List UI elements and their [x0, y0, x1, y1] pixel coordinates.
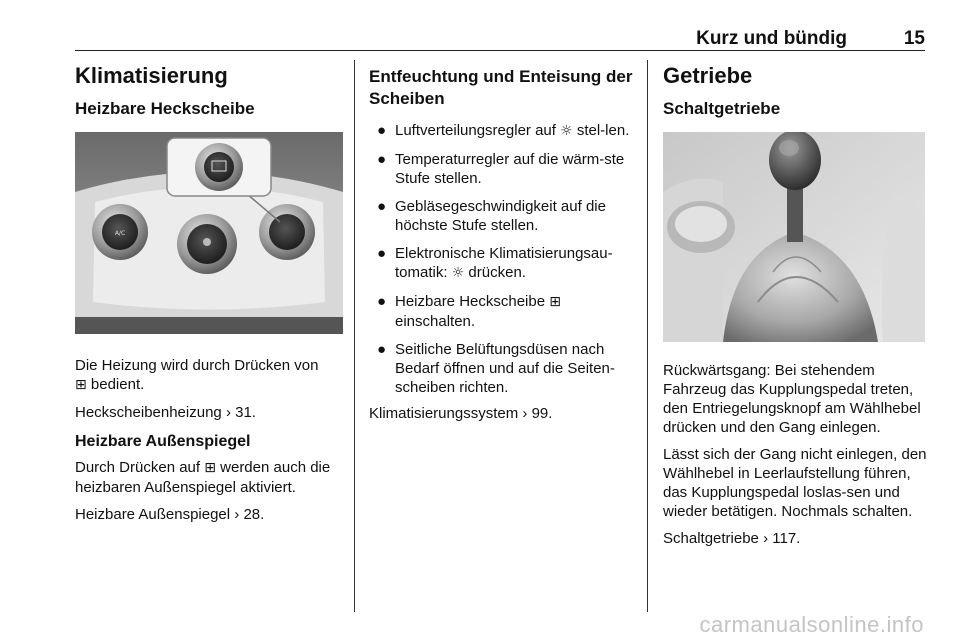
ref-schaltgetriebe: Schaltgetriebe › 117.: [663, 530, 801, 547]
section-title-klimatisierung: Klimatisierung: [75, 63, 228, 88]
rear-window-heating-icon: ⊞: [204, 460, 216, 476]
subheading-entfeuchtung: Entfeuchtung und Enteisung der Scheiben: [369, 67, 633, 108]
list-item: ● Temperaturregler auf die wärm-ste Stufe stellen.: [377, 151, 625, 187]
ref-klimatisierungssystem: Klimatisierungssystem › 99.: [369, 405, 553, 422]
paragraph-aussenspiegel: Durch Drücken auf ⊞ werden auch die heizbaren Außenspiegel aktiviert.: [75, 459, 331, 496]
column-divider-1: [354, 60, 355, 612]
page-ref-arrow-icon: ›: [225, 404, 231, 421]
column-divider-2: [647, 60, 648, 612]
list-item: ● Heizbare Heckscheibe ⊞ einschalten.: [377, 293, 561, 330]
list-item: ● Luftverteilungsregler auf ☼ stel-len.: [377, 122, 630, 139]
paragraph-rueckwaertsgang: Rückwärtsgang: Bei stehendem Fahrzeug das Kupplungspedal treten, den Entriegelungsknopf am Wählhebel drücken und den Gang einlegen.: [663, 362, 921, 436]
header-rule: [75, 50, 925, 51]
svg-text:A/C: A/C: [114, 230, 126, 237]
page-header: [75, 28, 925, 52]
column-2: [369, 62, 634, 423]
list-item: ● Elektronische Klimatisierungsau-tomatik: ☼ drücken.: [377, 245, 613, 281]
instruction-list: [369, 121, 634, 397]
windshield-defrost-icon: ☼: [451, 265, 465, 281]
column-1: [75, 62, 343, 524]
subheading-schaltgetriebe: Schaltgetriebe: [663, 99, 781, 118]
section-title-getriebe: Getriebe: [663, 63, 753, 88]
ref-heizbare-aussenspiegel: Heizbare Außenspiegel › 28.: [75, 506, 265, 523]
windshield-defrost-icon: ☼: [560, 123, 573, 139]
page-ref-arrow-icon: ›: [234, 506, 240, 523]
paragraph-heizung: Die Heizung wird durch Drücken von ⊞ bedient.: [75, 357, 319, 393]
column-3: [663, 62, 927, 548]
subheading-heizbare-heckscheibe: Heizbare Heckscheibe: [75, 99, 255, 118]
page-ref-arrow-icon: ›: [522, 405, 528, 422]
page-number: 15: [903, 28, 925, 49]
rear-window-heating-icon: ⊞: [549, 294, 561, 310]
paragraph-gang-einlegen: Lässt sich der Gang nicht einlegen, den Wählhebel in Leerlaufstellung führen, das Kupplungspedal loslas-sen und wieder betätigen. Nochmals schalten.: [663, 446, 927, 520]
page-ref-arrow-icon: ›: [763, 530, 769, 547]
gear-shift-image: [663, 132, 925, 342]
ref-heckscheibenheizung: Heckscheibenheizung › 31.: [75, 404, 256, 421]
climate-control-image: [75, 132, 343, 334]
list-item: ● Gebläsegeschwindigkeit auf die höchste Stufe stellen.: [377, 198, 606, 234]
rear-window-heating-icon: ⊞: [75, 377, 87, 393]
watermark: carmanualsonline.info: [699, 612, 924, 637]
list-item: ● Seitliche Belüftungsdüsen nach Bedarf öffnen und auf die Seiten-scheiben richten.: [377, 341, 615, 396]
subheading-heizbare-aussenspiegel: Heizbare Außenspiegel: [75, 433, 251, 450]
chapter-title: Kurz und bündig: [696, 28, 847, 49]
